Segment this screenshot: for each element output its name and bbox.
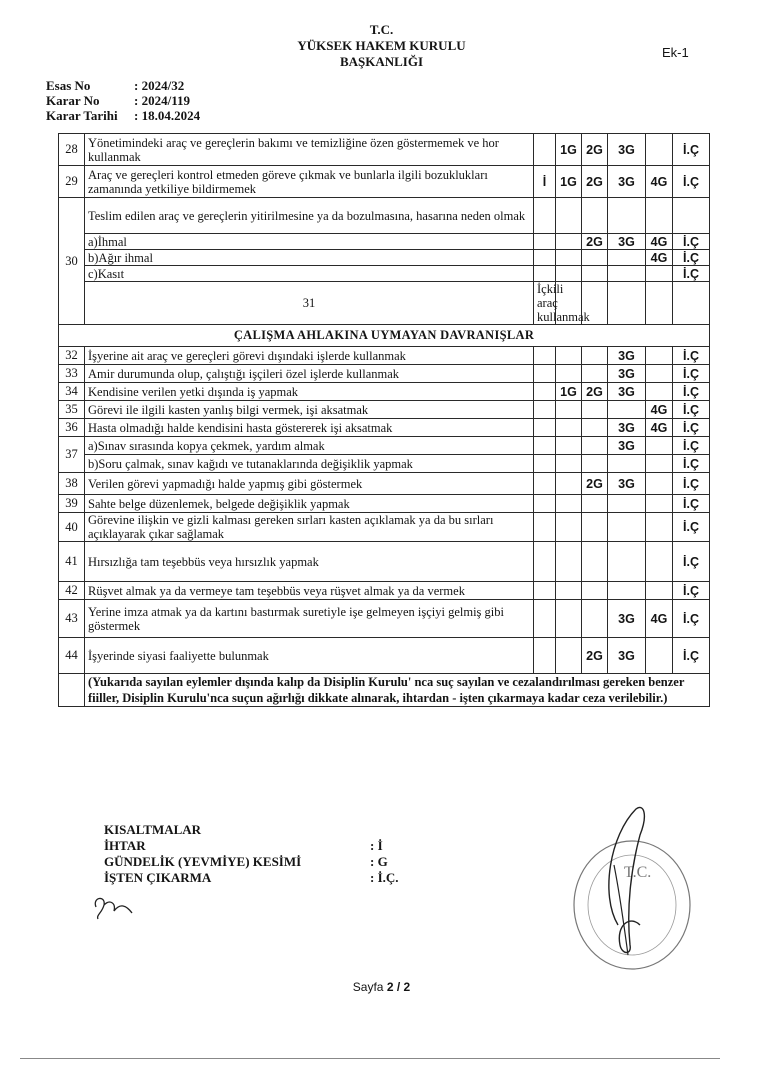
penalty-cell — [646, 473, 673, 495]
penalty-cell — [646, 198, 673, 234]
page-prefix: Sayfa — [352, 980, 387, 994]
penalty-cell: 4G — [646, 401, 673, 419]
penalty-cell — [608, 198, 646, 234]
dismissal-cell: İ.Ç — [673, 419, 710, 437]
meta-label: Karar No — [46, 93, 100, 108]
penalty-cell — [608, 582, 646, 600]
penalty-cell: 2G — [582, 134, 608, 166]
penalty-cell — [582, 401, 608, 419]
penalty-cell — [556, 437, 582, 455]
offense-description: Yönetimindeki araç ve gereçlerin bakımı ve temizliğine özen göstermemek ve hor kullanmak — [85, 134, 534, 166]
penalty-cell — [582, 365, 608, 383]
row-number: 40 — [59, 513, 85, 542]
penalty-cell: 1G — [556, 166, 582, 198]
row-number: 43 — [59, 600, 85, 638]
dismissal-cell: İ.Ç — [673, 513, 710, 542]
row-number: 33 — [59, 365, 85, 383]
penalty-cell — [556, 495, 582, 513]
table-row — [59, 419, 710, 437]
legend-value: : İ.Ç. — [370, 870, 399, 885]
offense-description: Amir durumunda olup, çalıştığı işçileri özel işlerde kullanmak — [85, 365, 534, 383]
penalty-cell: 1G — [556, 134, 582, 166]
penalty-cell: 3G — [608, 383, 646, 401]
penalty-cell — [582, 542, 608, 582]
penalty-cell — [556, 600, 582, 638]
meta-label: Karar Tarihi — [46, 108, 118, 123]
penalty-cell — [646, 266, 673, 282]
penalty-cell: 4G — [646, 600, 673, 638]
table-row — [59, 266, 710, 282]
dismissal-cell: İ.Ç — [673, 600, 710, 638]
penalty-cell — [608, 401, 646, 419]
penalty-cell — [534, 419, 556, 437]
penalty-cell: 3G — [608, 166, 646, 198]
initials-signature — [90, 893, 138, 921]
meta-label: Esas No — [46, 78, 91, 93]
penalty-cell — [556, 473, 582, 495]
dismissal-cell: İ.Ç — [673, 365, 710, 383]
dismissal-cell: İ.Ç — [673, 234, 710, 250]
penalty-cell — [608, 455, 646, 473]
table-row — [59, 198, 710, 234]
penalty-cell — [534, 582, 556, 600]
penalty-cell: 4G — [646, 166, 673, 198]
dismissal-cell: İ.Ç — [673, 250, 710, 266]
penalty-cell — [582, 419, 608, 437]
dismissal-cell: İ.Ç — [673, 401, 710, 419]
penalty-cell: 3G — [608, 347, 646, 365]
penalty-cell — [582, 513, 608, 542]
table-row — [59, 166, 710, 198]
row-number: 41 — [59, 542, 85, 582]
row-number: 35 — [59, 401, 85, 419]
penalty-cell — [534, 455, 556, 473]
penalty-cell — [646, 383, 673, 401]
penalty-cell — [534, 134, 556, 166]
penalty-cell — [646, 513, 673, 542]
offense-description: Görevi ile ilgili kasten yanlış bilgi vermek, işi aksatmak — [85, 401, 534, 419]
page-number — [0, 980, 763, 994]
penalty-cell — [556, 401, 582, 419]
table-row — [59, 282, 710, 325]
penalty-cell — [534, 234, 556, 250]
table-row — [59, 600, 710, 638]
annex-label: Ek-1 — [662, 45, 689, 60]
penalty-cell: 2G — [582, 473, 608, 495]
table-row — [59, 134, 710, 166]
penalty-cell — [582, 437, 608, 455]
offense-description: Araç ve gereçleri kontrol etmeden göreve çıkmak ve bunlarla ilgili bozuklukları zamanında yetkiliye bildirmemek — [85, 166, 534, 198]
penalty-cell — [534, 473, 556, 495]
row-number: 31 — [85, 282, 534, 325]
offense-description: c)Kasıt — [85, 266, 534, 282]
table-row — [59, 401, 710, 419]
table-row — [59, 365, 710, 383]
case-meta — [46, 78, 200, 123]
penalty-cell: 4G — [646, 234, 673, 250]
offense-description: Rüşvet almak ya da vermeye tam teşebbüs veya rüşvet almak ya da vermek — [85, 582, 534, 600]
dismissal-cell: İ.Ç — [673, 383, 710, 401]
table-row — [59, 347, 710, 365]
penalty-cell — [582, 582, 608, 600]
header-line1: T.C. — [369, 22, 394, 37]
penalty-cell — [646, 282, 673, 325]
penalty-cell — [646, 638, 673, 674]
penalty-cell — [673, 282, 710, 325]
dismissal-cell: İ.Ç — [673, 266, 710, 282]
dismissal-cell: İ.Ç — [673, 347, 710, 365]
dismissal-cell: İ.Ç — [673, 473, 710, 495]
penalty-cell — [582, 198, 608, 234]
penalty-cell — [556, 347, 582, 365]
table-row — [59, 234, 710, 250]
offense-description: Yerine imza atmak ya da kartını bastırmak suretiyle işe gelmeyen işçiyi gelmiş gibi göstermek — [85, 600, 534, 638]
table-row — [59, 638, 710, 674]
penalty-cell — [556, 455, 582, 473]
penalty-cell — [582, 266, 608, 282]
row-number: 34 — [59, 383, 85, 401]
legend-label: GÜNDELİK (YEVMİYE) KESİMİ — [104, 854, 302, 869]
dismissal-cell: İ.Ç — [673, 638, 710, 674]
row-number: 36 — [59, 419, 85, 437]
penalty-cell: 3G — [608, 473, 646, 495]
page-value: 2 / 2 — [386, 980, 411, 994]
header-line2: YÜKSEK HAKEM KURULU — [297, 38, 466, 53]
header-line3: BAŞKANLIĞI — [339, 54, 424, 69]
legend-value: : G — [370, 854, 388, 869]
section-row — [59, 325, 710, 347]
penalty-cell — [556, 365, 582, 383]
penalty-cell — [608, 513, 646, 542]
table-row — [59, 582, 710, 600]
meta-value: : 2024/119 — [134, 93, 190, 108]
penalty-cell — [556, 234, 582, 250]
penalty-cell — [646, 347, 673, 365]
dismissal-cell: İ.Ç — [673, 582, 710, 600]
dismissal-cell: İ.Ç — [673, 495, 710, 513]
penalty-cell: 1G — [556, 383, 582, 401]
penalty-cell — [646, 437, 673, 455]
penalty-cell — [582, 495, 608, 513]
offense-description: a)İhmal — [85, 234, 534, 250]
row-number: 44 — [59, 638, 85, 674]
penalty-cell: 3G — [608, 134, 646, 166]
dismissal-cell: İ.Ç — [673, 437, 710, 455]
penalty-cell — [646, 495, 673, 513]
table-row — [59, 250, 710, 266]
abbreviations-legend — [104, 822, 399, 886]
penalty-cell — [646, 455, 673, 473]
row-number: 37 — [59, 437, 85, 473]
penalty-cell — [556, 198, 582, 234]
row-number: 42 — [59, 582, 85, 600]
offense-description: b)Ağır ihmal — [85, 250, 534, 266]
row-number: 29 — [59, 166, 85, 198]
row-number: 39 — [59, 495, 85, 513]
offense-description: Görevine ilişkin ve gizli kalması gereken sırları kasten açıklamak ya da bu sırları açıklayarak çıkar sağlamak — [85, 513, 534, 542]
penalty-cell: 2G — [582, 166, 608, 198]
official-seal-stamp — [570, 805, 710, 975]
meta-value: : 2024/32 — [134, 78, 185, 93]
penalty-cell — [582, 250, 608, 266]
table-row — [59, 437, 710, 455]
penalty-cell — [534, 495, 556, 513]
penalty-cell — [646, 542, 673, 582]
penalty-cell — [646, 365, 673, 383]
stamp-text: T.C. — [624, 864, 652, 881]
penalty-cell — [534, 198, 556, 234]
offense-description: İşyerinde siyasi faaliyette bulunmak — [85, 638, 534, 674]
offense-description: İşyerine ait araç ve gereçleri görevi dışındaki işlerde kullanmak — [85, 347, 534, 365]
row-number: 38 — [59, 473, 85, 495]
legend-label: İŞTEN ÇIKARMA — [104, 870, 212, 885]
penalty-cell — [556, 266, 582, 282]
penalty-cell — [608, 495, 646, 513]
penalty-cell — [556, 582, 582, 600]
penalty-cell — [608, 542, 646, 582]
penalty-cell: 4G — [646, 419, 673, 437]
table-row — [59, 542, 710, 582]
offense-description: Sahte belge düzenlemek, belgede değişiklik yapmak — [85, 495, 534, 513]
penalty-cell — [556, 542, 582, 582]
penalty-cell — [534, 600, 556, 638]
penalty-cell — [646, 134, 673, 166]
penalty-cell — [534, 365, 556, 383]
table-row — [59, 383, 710, 401]
offense-description: İçkili araç kullanmak — [534, 282, 556, 325]
legend-title: KISALTMALAR — [104, 822, 202, 837]
note-spacer — [59, 674, 85, 707]
penalty-cell — [582, 347, 608, 365]
offense-description: b)Soru çalmak, sınav kağıdı ve tutanaklarında değişiklik yapmak — [85, 455, 534, 473]
penalty-cell: 4G — [646, 250, 673, 266]
table-row — [59, 513, 710, 542]
penalty-cell: 2G — [582, 638, 608, 674]
penalty-cell — [556, 513, 582, 542]
offense-description: Teslim edilen araç ve gereçlerin yitirilmesine ya da bozulmasına, hasarına neden olmak — [85, 198, 534, 234]
penalty-cell: 3G — [608, 638, 646, 674]
penalty-cell — [646, 582, 673, 600]
penalty-cell: 2G — [582, 383, 608, 401]
penalty-cell — [534, 347, 556, 365]
closing-note: (Yukarıda sayılan eylemler dışında kalıp da Disiplin Kurulu' nca suç sayılan ve cezalandırılması gereken benzer fiiller, Disiplin Kurulu'nca suçun ağırlığı dikkate alınarak, ihtardan - işten çıkarmaya kadar ceza verilebilir.) — [85, 674, 710, 707]
table-row — [59, 473, 710, 495]
penalty-cell — [608, 266, 646, 282]
offense-description: a)Sınav sırasında kopya çekmek, yardım almak — [85, 437, 534, 455]
section-title: ÇALIŞMA AHLAKINA UYMAYAN DAVRANIŞLAR — [59, 325, 710, 347]
penalty-cell — [534, 401, 556, 419]
row-number: 28 — [59, 134, 85, 166]
legend-label: İHTAR — [104, 838, 146, 853]
penalty-cell: İ — [534, 166, 556, 198]
penalty-cell — [534, 513, 556, 542]
penalty-cell: 3G — [608, 234, 646, 250]
penalty-cell — [556, 419, 582, 437]
offense-description: Kendisine verilen yetki dışında iş yapmak — [85, 383, 534, 401]
table-row — [59, 455, 710, 473]
penalty-cell: 3G — [608, 437, 646, 455]
penalty-cell — [556, 638, 582, 674]
penalty-cell: 3G — [608, 365, 646, 383]
penalty-cell — [582, 600, 608, 638]
meta-value: : 18.04.2024 — [134, 108, 201, 123]
dismissal-cell: İ.Ç — [673, 134, 710, 166]
row-number: 32 — [59, 347, 85, 365]
penalty-cell — [582, 455, 608, 473]
offense-description: Verilen görevi yapmadığı halde yapmış gibi göstermek — [85, 473, 534, 495]
penalty-cell — [556, 250, 582, 266]
row-number: 30 — [59, 198, 85, 325]
bottom-rule — [20, 1058, 720, 1059]
penalty-cell — [534, 638, 556, 674]
penalty-cell — [534, 250, 556, 266]
penalty-cell — [534, 383, 556, 401]
dismissal-cell: İ.Ç — [673, 455, 710, 473]
offense-description: Hırsızlığa tam teşebbüs veya hırsızlık yapmak — [85, 542, 534, 582]
penalty-cell — [534, 542, 556, 582]
table-row — [59, 495, 710, 513]
dismissal-cell: İ.Ç — [673, 542, 710, 582]
penalty-cell — [534, 266, 556, 282]
offense-description: Hasta olmadığı halde kendisini hasta göstererek işi aksatmak — [85, 419, 534, 437]
penalty-table — [58, 133, 710, 707]
dismissal-cell — [673, 198, 710, 234]
penalty-cell — [608, 282, 646, 325]
dismissal-cell: İ.Ç — [673, 166, 710, 198]
penalty-cell — [534, 437, 556, 455]
note-row — [59, 674, 710, 707]
legend-value: : İ — [370, 838, 383, 853]
penalty-cell — [608, 250, 646, 266]
penalty-cell: 2G — [582, 234, 608, 250]
penalty-cell: 3G — [608, 600, 646, 638]
penalty-cell: 3G — [608, 419, 646, 437]
